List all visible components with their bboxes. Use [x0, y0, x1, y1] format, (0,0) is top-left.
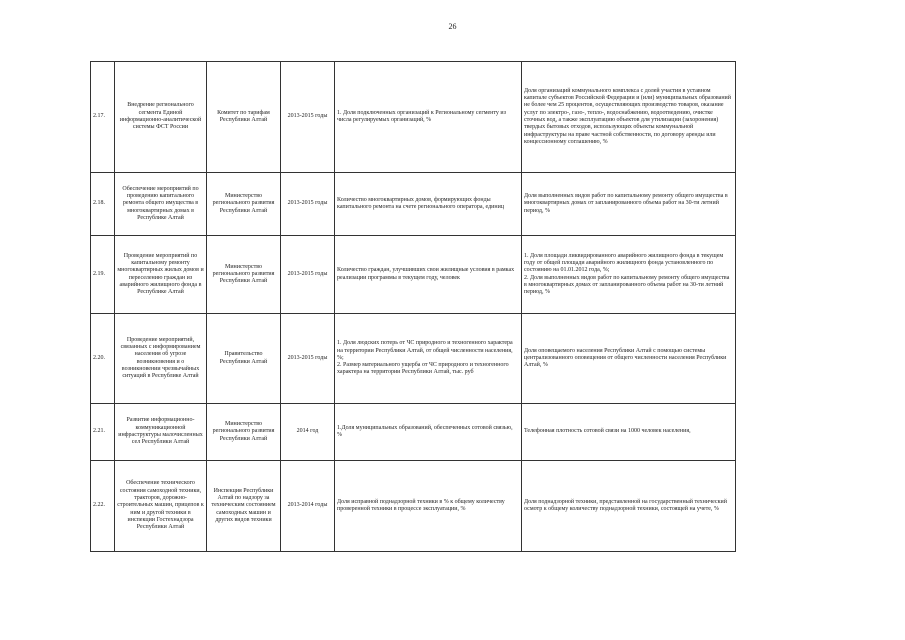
result-indicator: Доля организаций коммунального комплекса с долей участия в уставном капитале субъектов Российской Федерации и (или) муниципальных образований не более чем 25 процентов, осуществляющих производство товаров, оказание услуг по электро-, газо-, тепло-, водоснабжению, водоотведению, очистке сточных вод, а также эксплуатацию объектов для утилизации (захоронения) твердых бытовых отходов, использующих объекты коммунальной инфраструктуры на праве частной собственности, по договору аренды или концессионному соглашению, %: [522, 62, 736, 173]
result-indicator: 1. Доля площади ликвидированного аварийного жилищного фонда в текущем году от общей площади аварийного жилищного фонда установленного по состоянию на 01.01.2012 года, %; 2. Доля выполненных видов работ по капитальному ремонту общего имущества в многоквартирных домах от запланированного объема работ на 30-ти летний период, %: [522, 236, 736, 314]
executor: Министерство регионального развития Республики Алтай: [207, 236, 281, 314]
table-row: [91, 461, 736, 552]
measure-name: Развитие информационно-коммуникационной инфраструктуры малочисленных сел Республики Алтай: [115, 404, 207, 461]
executor: Инспекция Республики Алтай по надзору за техническим состоянием самоходных машин и других видов техники: [207, 461, 281, 552]
indicator: 1. Доля людских потерь от ЧС природного и техногенного характера на территории Республики Алтай, от общей численности населения, %; 2. Размер материального ущерба от ЧС природного и техногенного характера на территории Республики Алтай, тыс. руб: [335, 314, 522, 404]
result-indicator: Телефонная плотность сотовой связи на 1000 человек населения,: [522, 404, 736, 461]
executor: Министерство регионального развития Республики Алтай: [207, 404, 281, 461]
table-row: [91, 62, 736, 173]
period: 2013-2014 годы: [281, 461, 335, 552]
measure-name: Проведение мероприятий по капитальному ремонту многоквартирных жилых домов и переселению граждан из аварийного жилищного фонда в Республике Алтай: [115, 236, 207, 314]
table-row: [91, 404, 736, 461]
result-indicator: Доля выполненных видов работ по капитальному ремонту общего имущества в многоквартирных домах от запланированного объема работ на 30-ти летний период, %: [522, 173, 736, 236]
row-number: 2.20.: [91, 314, 115, 404]
period: 2013-2015 годы: [281, 314, 335, 404]
measure-name: Проведение мероприятий, связанных с информированием населения об угрозе возникновения и о возникновении чрезвычайных ситуаций в Республике Алтай: [115, 314, 207, 404]
table-row: [91, 314, 736, 404]
measures-table: [90, 61, 736, 552]
measure-name: Обеспечение мероприятий по проведению капитального ремонта общего имущества в многоквартирных домах в Республике Алтай: [115, 173, 207, 236]
measure-name: Внедрение регионального сегмента Единой информационно-аналитической системы ФСТ России: [115, 62, 207, 173]
row-number: 2.17.: [91, 62, 115, 173]
period: 2013-2015 годы: [281, 62, 335, 173]
indicator: 1.Доля муниципальных образований, обеспеченных сотовой связью, %: [335, 404, 522, 461]
row-number: 2.22.: [91, 461, 115, 552]
page-number: 26: [448, 22, 457, 31]
period: 2014 год: [281, 404, 335, 461]
indicator: Доля исправной поднадзорной техники в % к общему количеству проверенной техники в процессе эксплуатации, %: [335, 461, 522, 552]
table-row: [91, 236, 736, 314]
measure-name: Обеспечение технического состояния самоходной техники, тракторов, дорожно-строительных машин, прицепов к ним и другой техники в инспекции Гостехнадзора Республики Алтай: [115, 461, 207, 552]
row-number: 2.18.: [91, 173, 115, 236]
indicator: 1. Доля подключенных организаций к Региональному сегменту из числа регулируемых организаций, %: [335, 62, 522, 173]
indicator: Количество многоквартирных домов, формирующих фонды капитального ремонта на счете регионального оператора, единиц: [335, 173, 522, 236]
row-number: 2.19.: [91, 236, 115, 314]
executor: Министерство регионального развития Республики Алтай: [207, 173, 281, 236]
executor: Комитет по тарифам Республики Алтай: [207, 62, 281, 173]
period: 2013-2015 годы: [281, 173, 335, 236]
result-indicator: Доля поднадзорной техники, представленной на государственный технический осмотр к общему количеству поднадзорной техники, состоящей на учете, %: [522, 461, 736, 552]
row-number: 2.21.: [91, 404, 115, 461]
period: 2013-2015 годы: [281, 236, 335, 314]
executor: Правительство Республики Алтай: [207, 314, 281, 404]
table-row: [91, 173, 736, 236]
result-indicator: Доля оповещаемого населения Республики Алтай с помощью системы централизованного оповещения от общего численности населения Республики Алтай, %: [522, 314, 736, 404]
indicator: Количество граждан, улучшивших свои жилищные условия в рамках реализации программы в текущем году, человек: [335, 236, 522, 314]
